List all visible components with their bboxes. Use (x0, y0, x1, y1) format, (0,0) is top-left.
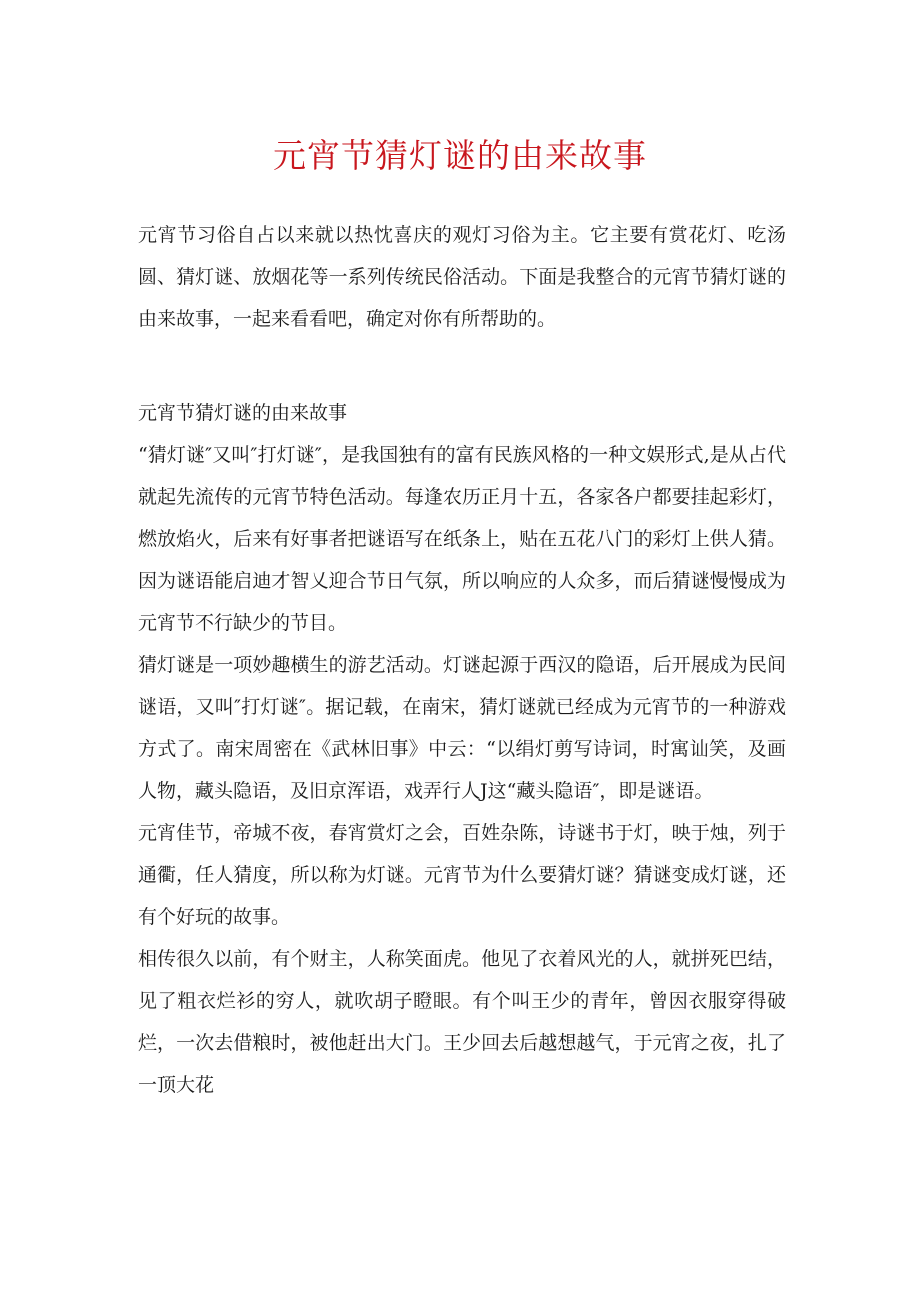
body-paragraph: “猜灯谜″又叫″打灯谜″，是我国独有的富有民族风格的一种文娱形式,是从占代就起先流传的元宵节特色活动。每逢农历正月十五，各家各户都要挂起彩灯，燃放焰火，后来有好事者把谜语写在纸条上，贴在五花八门的彩灯上供人猜。因为谜语能启迪才智乂迎合节日气氛，所以响应的人众多，而后猜谜慢慢成为元宵节不行缺少的节目。 (138, 444, 786, 634)
document-title: 元宵节猜灯谜的由来故事 (273, 136, 647, 175)
body-paragraph: 相传很久以前，有个财主，人称笑面虎。他见了衣着风光的人，就拼死巴结，见了粗衣烂衫的穷人，就吹胡子瞪眼。有个叫王少的青年，曾因衣服穿得破烂，一次去借粮时，被他赶出大门。王少回去后越想越气，于元宵之夜，扎了一顶大花 (138, 948, 786, 1096)
document-body (138, 214, 786, 1106)
body-paragraph: 猜灯谜是一项妙趣横生的游艺活动。灯谜起源于西汉的隐语，后开展成为民间谜语，又叫″打灯谜″。据记载，在南宋，猜灯谜就已经成为元宵节的一种游戏方式了。南宋周密在《武林旧事》中云：“以绢灯剪写诗词，时寓讪笑，及画人物，藏头隐语，及旧京浑语，戏弄行人J这“藏头隐语″，即是谜语。 (138, 654, 786, 802)
section-heading: 元宵节猜灯谜的由来故事 (138, 402, 348, 424)
body-paragraph: 元宵佳节，帝城不夜，春宵赏灯之会，百姓杂陈，诗谜书于灯，映于烛，列于通衢，任人猜度，所以称为灯谜。元宵节为什么要猜灯谜？猜谜变成灯谜，还有个好玩的故事。 (138, 822, 786, 928)
intro-paragraph: 元宵节习俗自占以来就以热忱喜庆的观灯习俗为主。它主要有赏花灯、吃汤圆、猜灯谜、放烟花等一系列传统民俗活动。下面是我整合的元宵节猜灯谜的由来故事，一起来看看吧，确定对你有所帮助的。 (138, 224, 786, 330)
section-spacer (138, 340, 786, 392)
